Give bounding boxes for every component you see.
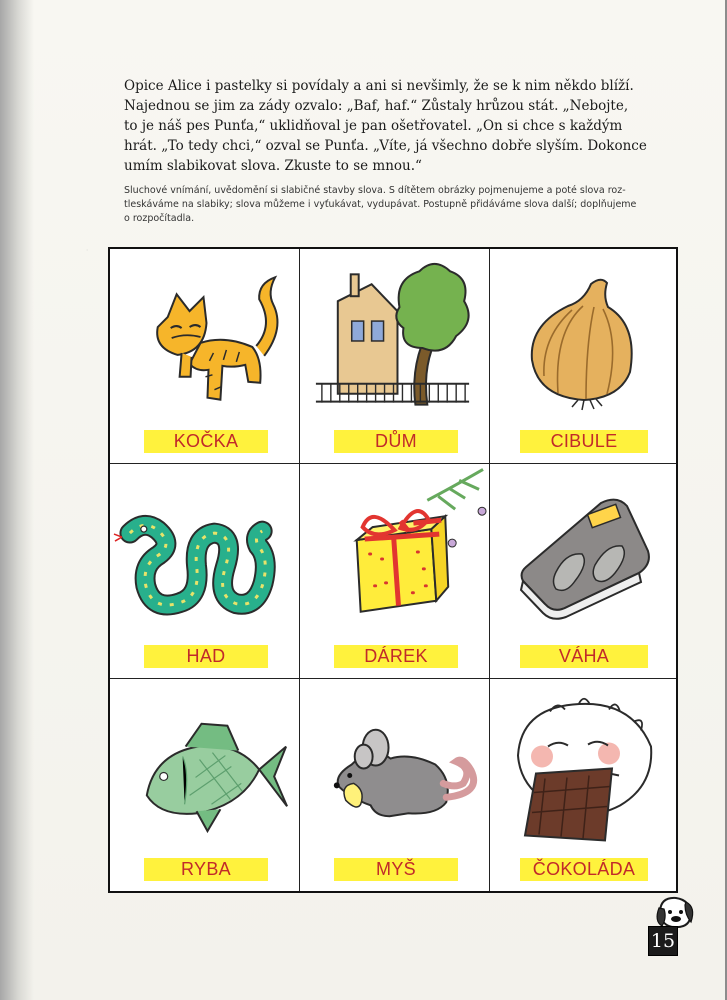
onion-icon [490,249,676,424]
word-label: HAD [144,645,268,668]
instruction-text [124,184,664,226]
word-label: KOČKA [144,430,268,453]
page-number: 15 [648,926,678,956]
word-label: DÁREK [334,645,458,668]
picture-card-house [300,249,490,464]
fish-icon [110,679,299,854]
word-label: MYŠ [334,858,458,881]
picture-card-scale [490,464,676,679]
story-line: hrát. „To tedy chci,“ ozval se Punťa. „Víte, já všechno dobře slyším. Dokonce [124,138,647,154]
picture-card-snake [110,464,300,679]
scan-binding-shadow [0,0,34,1000]
snake-icon [110,464,299,639]
word-label: CIBULE [520,430,648,453]
story-line: Opice Alice i pastelky si povídaly a ani si nevšimly, že se k nim někdo blíží. [124,78,634,94]
house-icon [300,249,489,424]
picture-card-onion [490,249,676,464]
picture-card-mouse [300,679,490,891]
story-line: to je náš pes Punťa,“ uklidňoval je pan ošetřovatel. „On si chce s každým [124,118,623,134]
cat-icon [110,249,299,424]
picture-card-cat [110,249,300,464]
word-label: VÁHA [520,645,648,668]
story-line: Najednou se jim za zády ozvalo: „Baf, haf.“ Zůstaly hrůzou stát. „Nebojte, [124,98,629,114]
word-label: DŮM [334,430,458,453]
picture-card-gift [300,464,490,679]
word-label: RYBA [144,858,268,881]
mouse-icon [300,679,489,854]
instruction-line: tleskáváme na slabiky; slova můžeme i vyťukávat, vydupávat. Postupně přidáváme slova další; doplňujeme [124,199,637,210]
instruction-line: Sluchové vnímání, uvědomění si slabičné stavby slova. S dítětem obrázky pojmenujeme a poté slova roz- [124,185,626,196]
gift-icon [300,464,489,639]
story-text [124,76,654,176]
picture-card-chocolate [490,679,676,891]
word-label: ČOKOLÁDA [520,858,648,881]
story-line: umím slabikovat slova. Zkuste to se mnou.“ [124,158,422,174]
picture-card-fish [110,679,300,891]
picture-card-grid [108,247,678,893]
instruction-line: o rozpočítadla. [124,213,195,224]
chocolate-icon [490,679,676,854]
scale-icon [490,464,676,639]
